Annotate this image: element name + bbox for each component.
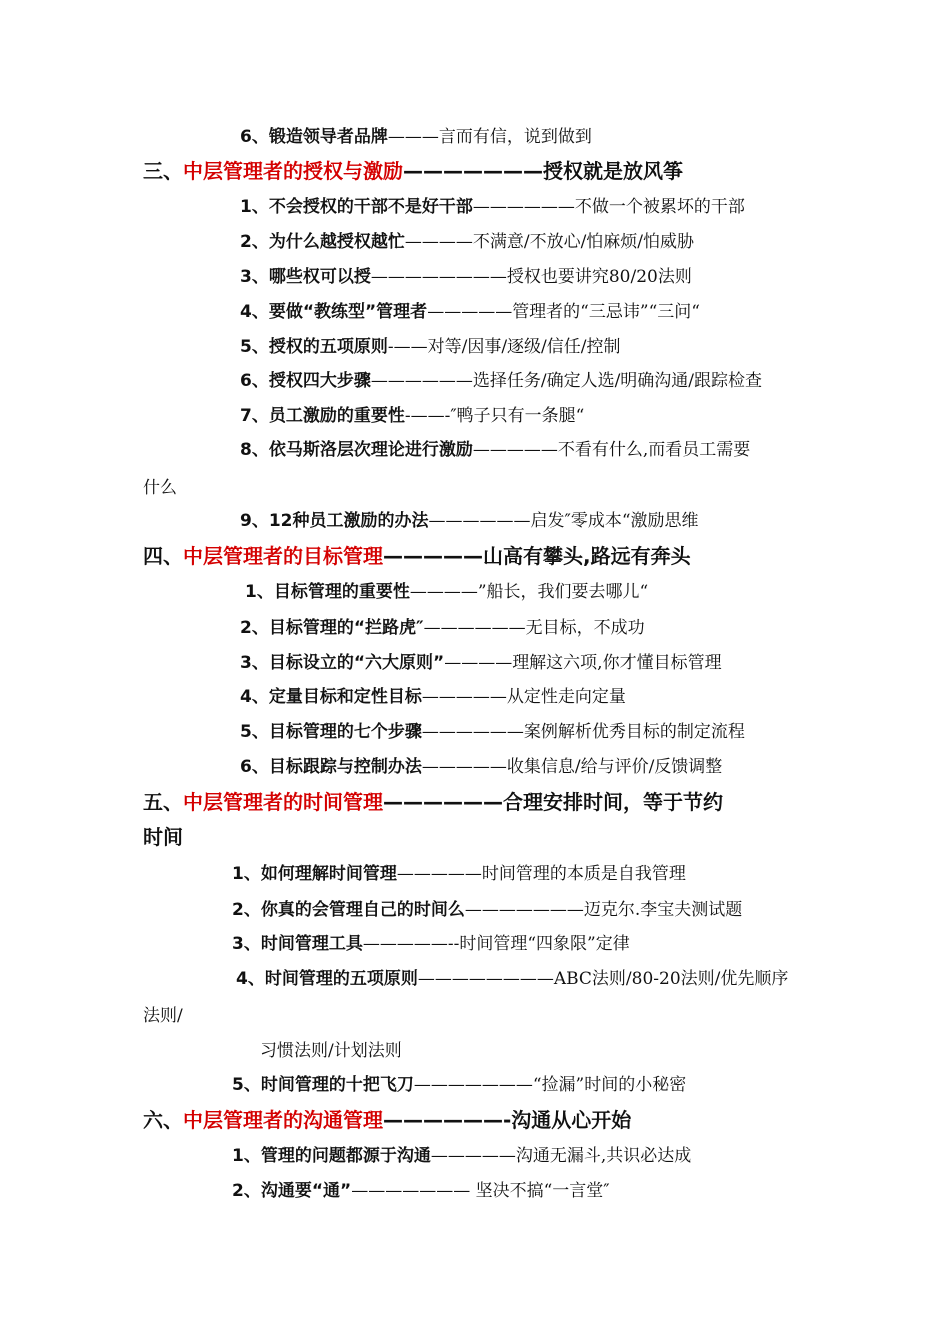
subitem-description: ———言而有信，说到做到 [387, 127, 592, 147]
outline-subitem [240, 620, 645, 637]
outline-subitem [240, 724, 745, 741]
subitem-description: —————从定性走向定量 [421, 687, 626, 707]
section-title: 中层管理者的时间管理 [183, 790, 383, 814]
outline-subitem [240, 234, 694, 251]
subitem-description: ——————启发″零成本“激励思维 [428, 511, 699, 531]
section-title: 中层管理者的沟通管理 [183, 1108, 383, 1132]
subitem-title: 6、目标跟踪与控制办法 [240, 757, 422, 777]
section-heading [143, 792, 723, 812]
section-heading-continuation: 时间 [143, 825, 183, 849]
outline-subitem [240, 373, 762, 390]
subitem-description: ———————迈克尔.李宝夫测试题 [464, 900, 743, 920]
section-heading [143, 161, 683, 181]
section-number: 三、 [143, 159, 183, 183]
section-subtitle: ——————-沟通从心开始 [383, 1108, 632, 1132]
subitem-description: -——对等/因事/逐级/信任/控制 [387, 337, 621, 357]
section-number: 四、 [143, 544, 183, 568]
outline-subitem [240, 269, 692, 286]
subitem-description: -——-″鸭子只有一条腿“ [404, 406, 585, 426]
outline-subitem [240, 442, 750, 459]
outline-subitem [240, 759, 722, 776]
subitem-description: ————”船长，我们要去哪儿“ [409, 582, 649, 602]
outline-subitem [240, 304, 700, 321]
outline-subitem [232, 1183, 610, 1200]
subitem-title: 4、时间管理的五项原则 [236, 969, 418, 989]
wrapped-continuation: 法则/ [143, 1006, 183, 1026]
subitem-title: 6、锻造领导者品牌 [240, 127, 388, 147]
outline-subitem [240, 408, 584, 425]
subitem-description: ——————案例解析优秀目标的制定流程 [421, 722, 745, 742]
subitem-description: ——————选择任务/确定人选/明确沟通/跟踪检查 [370, 371, 763, 391]
subitem-description: ——————无目标，不成功 [423, 618, 645, 638]
outline-subitem [245, 584, 648, 601]
subitem-title: 8、依马斯洛层次理论进行激励 [240, 440, 473, 460]
subitem-title: 1、目标管理的重要性 [245, 582, 410, 602]
outline-subitem [240, 339, 621, 356]
wrapped-continuation: 习惯法则/计划法则 [260, 1041, 402, 1061]
section-subtitle: —————山高有攀头,路远有奔头 [383, 544, 691, 568]
subitem-description: —————沟通无漏斗,共识必达成 [430, 1146, 692, 1166]
subitem-title: 1、如何理解时间管理 [232, 864, 397, 884]
section-number: 六、 [143, 1108, 183, 1132]
outline-subitem [232, 1077, 686, 1094]
subitem-title: 2、目标管理的“拦路虎″ [240, 618, 424, 638]
outline-subitem [232, 902, 742, 919]
subitem-description: —————不看有什么,而看员工需要 [472, 440, 751, 460]
outline-subitem [240, 655, 722, 672]
subitem-title: 7、员工激励的重要性 [240, 406, 405, 426]
subitem-title: 1、不会授权的干部不是好干部 [240, 197, 473, 217]
section-title: 中层管理者的授权与激励 [183, 159, 403, 183]
subitem-title: 5、授权的五项原则 [240, 337, 388, 357]
outline-subitem [232, 1148, 691, 1165]
section-heading [143, 1110, 631, 1130]
subitem-title: 4、要做“教练型”管理者 [240, 302, 428, 322]
subitem-title: 5、时间管理的十把飞刀 [232, 1075, 414, 1095]
outline-subitem [240, 689, 626, 706]
subitem-title: 3、目标设立的“六大原则” [240, 653, 445, 673]
outline-subitem [236, 971, 788, 988]
subitem-description: ——————— 坚决不搞“一言堂″ [351, 1181, 610, 1201]
subitem-title: 9、12种员工激励的办法 [240, 511, 429, 531]
section-subtitle: ———————授权就是放风筝 [403, 159, 683, 183]
subitem-description: ————理解这六项,你才懂目标管理 [444, 653, 722, 673]
subitem-title: 2、为什么越授权越忙 [240, 232, 405, 252]
subitem-description: ———————“捡漏”时间的小秘密 [413, 1075, 687, 1095]
subitem-title: 3、时间管理工具 [232, 934, 363, 954]
section-heading [143, 546, 691, 566]
outline-subitem [240, 129, 592, 146]
outline-subitem [240, 513, 699, 530]
subitem-description: ————————ABC法则/80-20法则/优先顺序 [417, 969, 789, 989]
subitem-description: —————收集信息/给与评价/反馈调整 [421, 757, 723, 777]
section-subtitle: ——————合理安排时间，等于节约 [383, 790, 723, 814]
subitem-title: 3、哪些权可以授 [240, 267, 371, 287]
outline-subitem [240, 199, 745, 216]
outline-subitem [232, 866, 686, 883]
subitem-title: 6、授权四大步骤 [240, 371, 371, 391]
subitem-title: 1、管理的问题都源于沟通 [232, 1146, 431, 1166]
subitem-title: 5、目标管理的七个步骤 [240, 722, 422, 742]
subitem-title: 2、沟通要“通” [232, 1181, 352, 1201]
subitem-description: ————不满意/不放心/怕麻烦/怕威胁 [404, 232, 695, 252]
subitem-description: ——————不做一个被累坏的干部 [472, 197, 745, 217]
subitem-title: 2、你真的会管理自己的时间么 [232, 900, 465, 920]
section-number: 五、 [143, 790, 183, 814]
subitem-description: —————--时间管理“四象限”定律 [362, 934, 630, 954]
subitem-description: —————时间管理的本质是自我管理 [396, 864, 686, 884]
subitem-title: 4、定量目标和定性目标 [240, 687, 422, 707]
outline-subitem [232, 936, 630, 953]
subitem-description: ————————授权也要讲究80/20法则 [370, 267, 692, 287]
wrapped-continuation: 什么 [143, 478, 177, 498]
subitem-description: —————管理者的“三忌讳”“三问“ [427, 302, 700, 322]
section-title: 中层管理者的目标管理 [183, 544, 383, 568]
